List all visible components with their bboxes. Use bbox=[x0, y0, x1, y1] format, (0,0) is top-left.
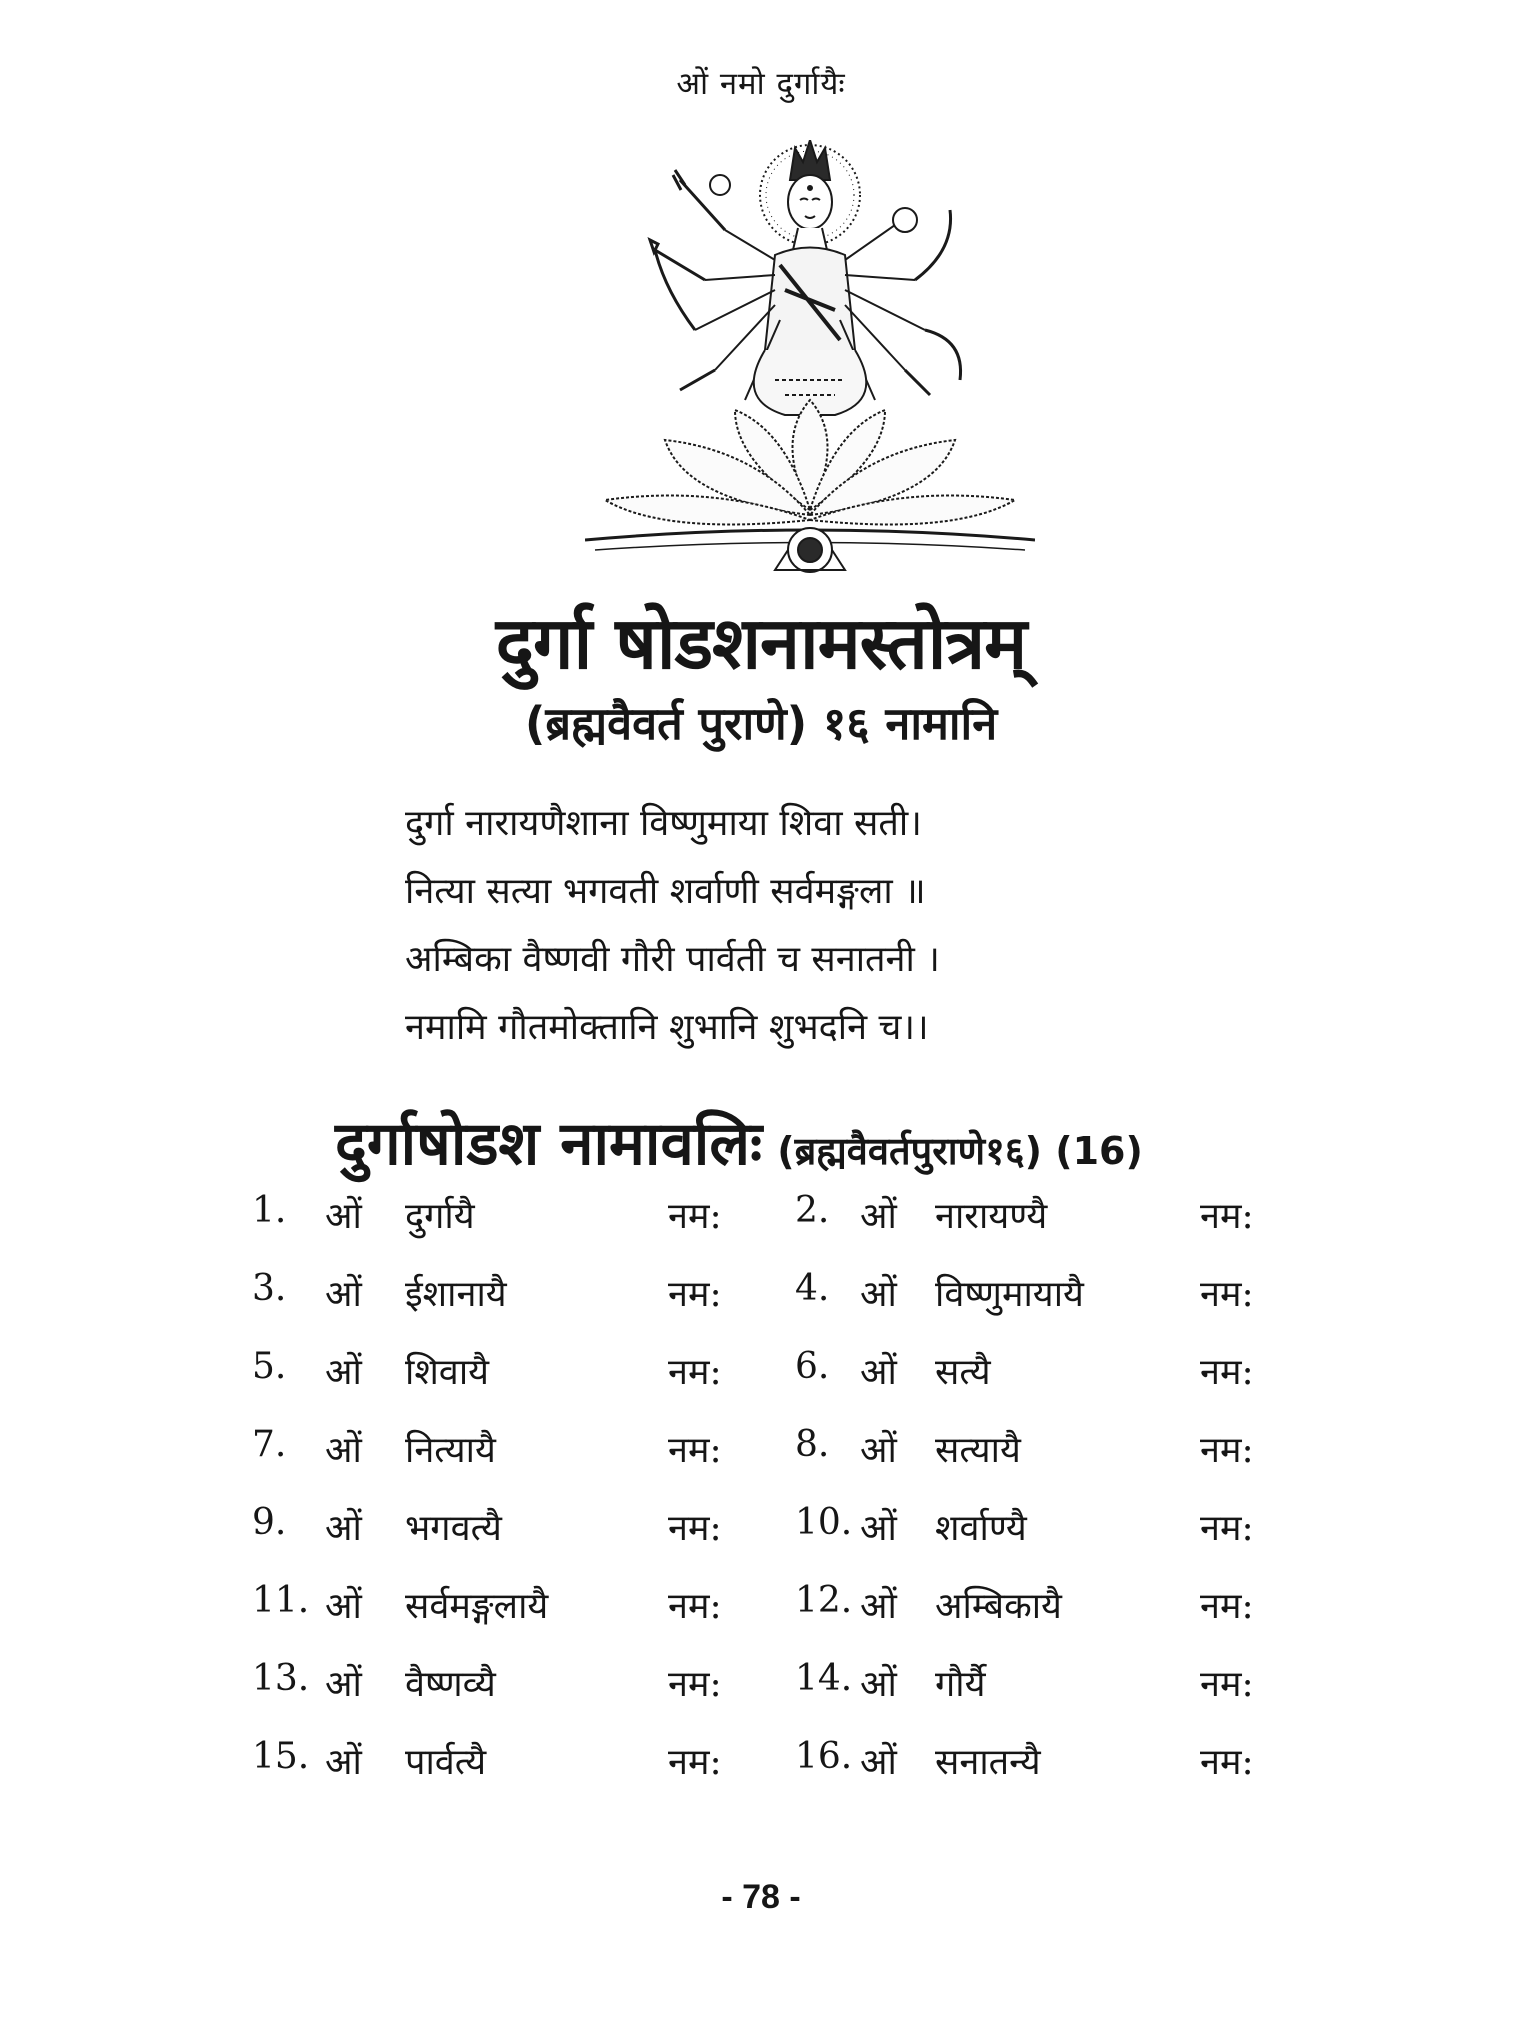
om-syllable: ओं bbox=[325, 1586, 362, 1627]
item-number: 3. bbox=[252, 1268, 287, 1309]
namah-word: नम: bbox=[668, 1508, 722, 1549]
item-number: 9. bbox=[252, 1502, 287, 1543]
item-name: गौर्यै bbox=[935, 1664, 986, 1705]
item-number: 14. bbox=[795, 1658, 853, 1699]
item-number: 8. bbox=[795, 1424, 830, 1465]
item-name: पार्वत्यै bbox=[405, 1742, 487, 1783]
om-syllable: ओं bbox=[325, 1196, 362, 1237]
item-name: सर्वमङ्गलायै bbox=[405, 1586, 549, 1627]
om-syllable: ओं bbox=[325, 1508, 362, 1549]
namavali-title: दुर्गाषोडश नामावलिः bbox=[335, 1109, 763, 1179]
item-number: 2. bbox=[795, 1190, 830, 1231]
list-item bbox=[0, 1502, 1522, 1580]
list-item bbox=[0, 1190, 1522, 1268]
namah-word: नम: bbox=[668, 1196, 722, 1237]
stotra-title: दुर्गा षोडशनामस्तोत्रम् bbox=[495, 601, 1027, 685]
om-syllable: ओं bbox=[860, 1430, 897, 1471]
om-syllable: ओं bbox=[325, 1430, 362, 1471]
item-name: सत्यै bbox=[935, 1352, 991, 1393]
item-name: भगवत्यै bbox=[405, 1508, 502, 1549]
item-number: 11. bbox=[252, 1580, 310, 1621]
namah-word: नम: bbox=[1200, 1196, 1254, 1237]
om-syllable: ओं bbox=[325, 1274, 362, 1315]
namah-word: नम: bbox=[1200, 1430, 1254, 1471]
stotra-subtitle: (ब्रह्मवैवर्त पुराणे) १६ नामानि bbox=[524, 697, 998, 750]
item-name: विष्णुमायायै bbox=[935, 1274, 1084, 1315]
goddess-durga-on-lotus-icon bbox=[585, 140, 1035, 585]
namah-word: नम: bbox=[1200, 1508, 1254, 1549]
list-item bbox=[0, 1736, 1522, 1814]
om-syllable: ओं bbox=[325, 1352, 362, 1393]
namah-word: नम: bbox=[668, 1274, 722, 1315]
item-number: 12. bbox=[795, 1580, 853, 1621]
list-item bbox=[0, 1424, 1522, 1502]
namah-word: नम: bbox=[1200, 1742, 1254, 1783]
item-number: 1. bbox=[252, 1190, 287, 1231]
verse-line: नित्या सत्या भगवती शर्वाणी सर्वमङ्गला ॥ bbox=[405, 871, 926, 912]
list-item bbox=[0, 1580, 1522, 1658]
namah-word: नम: bbox=[1200, 1586, 1254, 1627]
list-item bbox=[0, 1346, 1522, 1424]
namah-word: नम: bbox=[1200, 1274, 1254, 1315]
item-name: दुर्गायै bbox=[405, 1196, 475, 1237]
item-number: 4. bbox=[795, 1268, 830, 1309]
namah-word: नम: bbox=[1200, 1664, 1254, 1705]
item-number: 10. bbox=[795, 1502, 853, 1543]
list-item bbox=[0, 1268, 1522, 1346]
page-number: - 78 - bbox=[721, 1878, 801, 1916]
om-syllable: ओं bbox=[325, 1664, 362, 1705]
om-syllable: ओं bbox=[860, 1196, 897, 1237]
item-name: शर्वाण्यै bbox=[935, 1508, 1027, 1549]
om-syllable: ओं bbox=[860, 1508, 897, 1549]
item-name: सत्यायै bbox=[935, 1430, 1021, 1471]
verse-block bbox=[405, 790, 940, 1062]
om-syllable: ओं bbox=[860, 1586, 897, 1627]
item-number: 5. bbox=[252, 1346, 287, 1387]
namah-word: नम: bbox=[668, 1742, 722, 1783]
om-syllable: ओं bbox=[325, 1742, 362, 1783]
item-number: 16. bbox=[795, 1736, 853, 1777]
om-syllable: ओं bbox=[860, 1352, 897, 1393]
om-syllable: ओं bbox=[860, 1664, 897, 1705]
verse-line: अम्बिका वैष्णवी गौरी पार्वती च सनातनी । bbox=[405, 939, 940, 980]
item-number: 13. bbox=[252, 1658, 310, 1699]
item-name: ईशानायै bbox=[405, 1274, 507, 1315]
om-syllable: ओं bbox=[860, 1274, 897, 1315]
item-name: नित्यायै bbox=[405, 1430, 496, 1471]
verse-line: नमामि गौतमोक्तानि शुभानि शुभदनि च।। bbox=[405, 1007, 929, 1048]
namavali-list bbox=[0, 1190, 1522, 1814]
namah-word: नम: bbox=[668, 1430, 722, 1471]
item-name: सनातन्यै bbox=[935, 1742, 1041, 1783]
namavali-heading bbox=[335, 1100, 1143, 1182]
namah-word: नम: bbox=[1200, 1352, 1254, 1393]
verse-line: दुर्गा नारायणैशाना विष्णुमाया शिवा सती। bbox=[405, 803, 922, 844]
namah-word: नम: bbox=[668, 1586, 722, 1627]
item-name: नारायण्यै bbox=[935, 1196, 1048, 1237]
item-name: शिवायै bbox=[405, 1352, 490, 1393]
namah-word: नम: bbox=[668, 1664, 722, 1705]
list-item bbox=[0, 1658, 1522, 1736]
item-number: 6. bbox=[795, 1346, 830, 1387]
namavali-source: (ब्रह्मवैवर्तपुराणे१६) (16) bbox=[777, 1129, 1143, 1173]
item-name: वैष्णव्यै bbox=[405, 1664, 496, 1705]
item-name: अम्बिकायै bbox=[935, 1586, 1062, 1627]
om-syllable: ओं bbox=[860, 1742, 897, 1783]
namah-word: नम: bbox=[668, 1352, 722, 1393]
item-number: 15. bbox=[252, 1736, 310, 1777]
item-number: 7. bbox=[252, 1424, 287, 1465]
invocation: ओं नमो दुर्गायैः bbox=[676, 66, 846, 102]
